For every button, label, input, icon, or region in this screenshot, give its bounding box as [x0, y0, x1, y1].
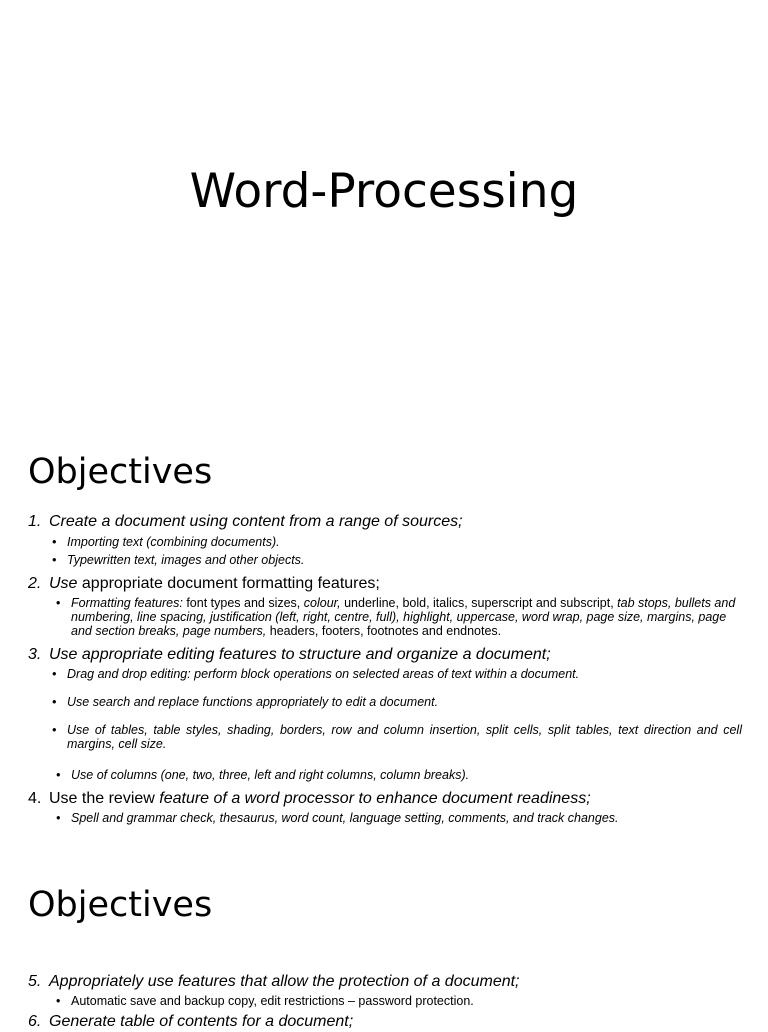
objective-text-italic: Use	[49, 575, 78, 592]
sub-point	[52, 553, 742, 567]
text-run: font types and sizes,	[182, 596, 304, 610]
bullet-icon: •	[52, 553, 57, 567]
objective-text: Appropriately use features that allow the protection of a document;	[49, 973, 520, 990]
objective-number: 6.	[28, 1013, 42, 1030]
sub-point-text: Use of columns (one, two, three, left and right columns, column breaks).	[71, 768, 470, 782]
objective-1	[28, 512, 463, 532]
objective-number: 2.	[28, 575, 42, 592]
bullet-icon: •	[52, 723, 57, 737]
objective-text: appropriate document formatting features;	[77, 575, 380, 592]
objective-text: Use the review	[49, 790, 160, 807]
bullet-icon: •	[56, 811, 61, 825]
sub-point-text: Use of tables, table styles, shading, borders, row and column insertion, split cells, split tables, text direction and cell margins, cell size.	[67, 723, 742, 751]
sub-point	[56, 811, 742, 825]
bullet-icon: •	[52, 535, 57, 549]
bullet-icon: •	[52, 667, 57, 681]
text-run: tab stops, bullets and numbering, line spacing, justification (left, right, centre, full), highlight, uppercase, word wrap, page size, margins, page and section breaks, page numbers,	[71, 596, 736, 638]
sub-point-text: Spell and grammar check, thesaurus, word count, language setting, comments, and track changes.	[71, 811, 619, 825]
slide-title: Word-Processing	[189, 164, 579, 219]
objective-3	[28, 645, 551, 665]
sub-point	[56, 994, 742, 1008]
sub-point	[52, 723, 742, 751]
sub-point-text: Typewritten text, images and other objects.	[67, 553, 305, 567]
sub-point-text	[71, 596, 742, 638]
objective-6	[28, 1012, 353, 1032]
objective-text-italic: feature of a word processor to enhance document readiness;	[159, 790, 591, 807]
text-run: underline, bold, italics, superscript and subscript,	[340, 596, 618, 610]
bullet-icon: •	[56, 994, 61, 1008]
objective-5	[28, 972, 520, 992]
sub-point	[56, 596, 742, 638]
objective-number: 3.	[28, 646, 42, 663]
sub-point-text: Use search and replace functions appropriately to edit a document.	[67, 695, 439, 709]
sub-point-text: Drag and drop editing: perform block operations on selected areas of text within a document.	[67, 667, 580, 681]
objective-2	[28, 574, 380, 594]
bullet-icon: •	[52, 695, 57, 709]
text-run: headers, footers, footnotes and endnotes.	[266, 624, 502, 638]
sub-point	[52, 535, 742, 549]
objective-number: 4.	[28, 790, 42, 807]
sub-point-text: Importing text (combining documents).	[67, 535, 280, 549]
objective-number: 1.	[28, 513, 42, 530]
bullet-icon: •	[56, 596, 61, 610]
objective-4	[28, 789, 591, 809]
bullet-icon: •	[56, 768, 61, 782]
sub-point	[52, 667, 742, 681]
text-run: colour,	[303, 596, 341, 610]
sub-point-text: Automatic save and backup copy, edit restrictions – password protection.	[71, 994, 474, 1008]
objectives-heading: Objectives	[28, 885, 213, 925]
text-run: Formatting features:	[71, 596, 183, 610]
objective-text: Generate table of contents for a document;	[49, 1013, 354, 1030]
objective-number: 5.	[28, 973, 42, 990]
objectives-heading: Objectives	[28, 452, 213, 492]
objective-text: Use appropriate editing features to structure and organize a document;	[49, 646, 551, 663]
sub-point	[52, 695, 742, 709]
sub-point	[56, 768, 742, 782]
objective-text: Create a document using content from a range of sources;	[49, 513, 463, 530]
